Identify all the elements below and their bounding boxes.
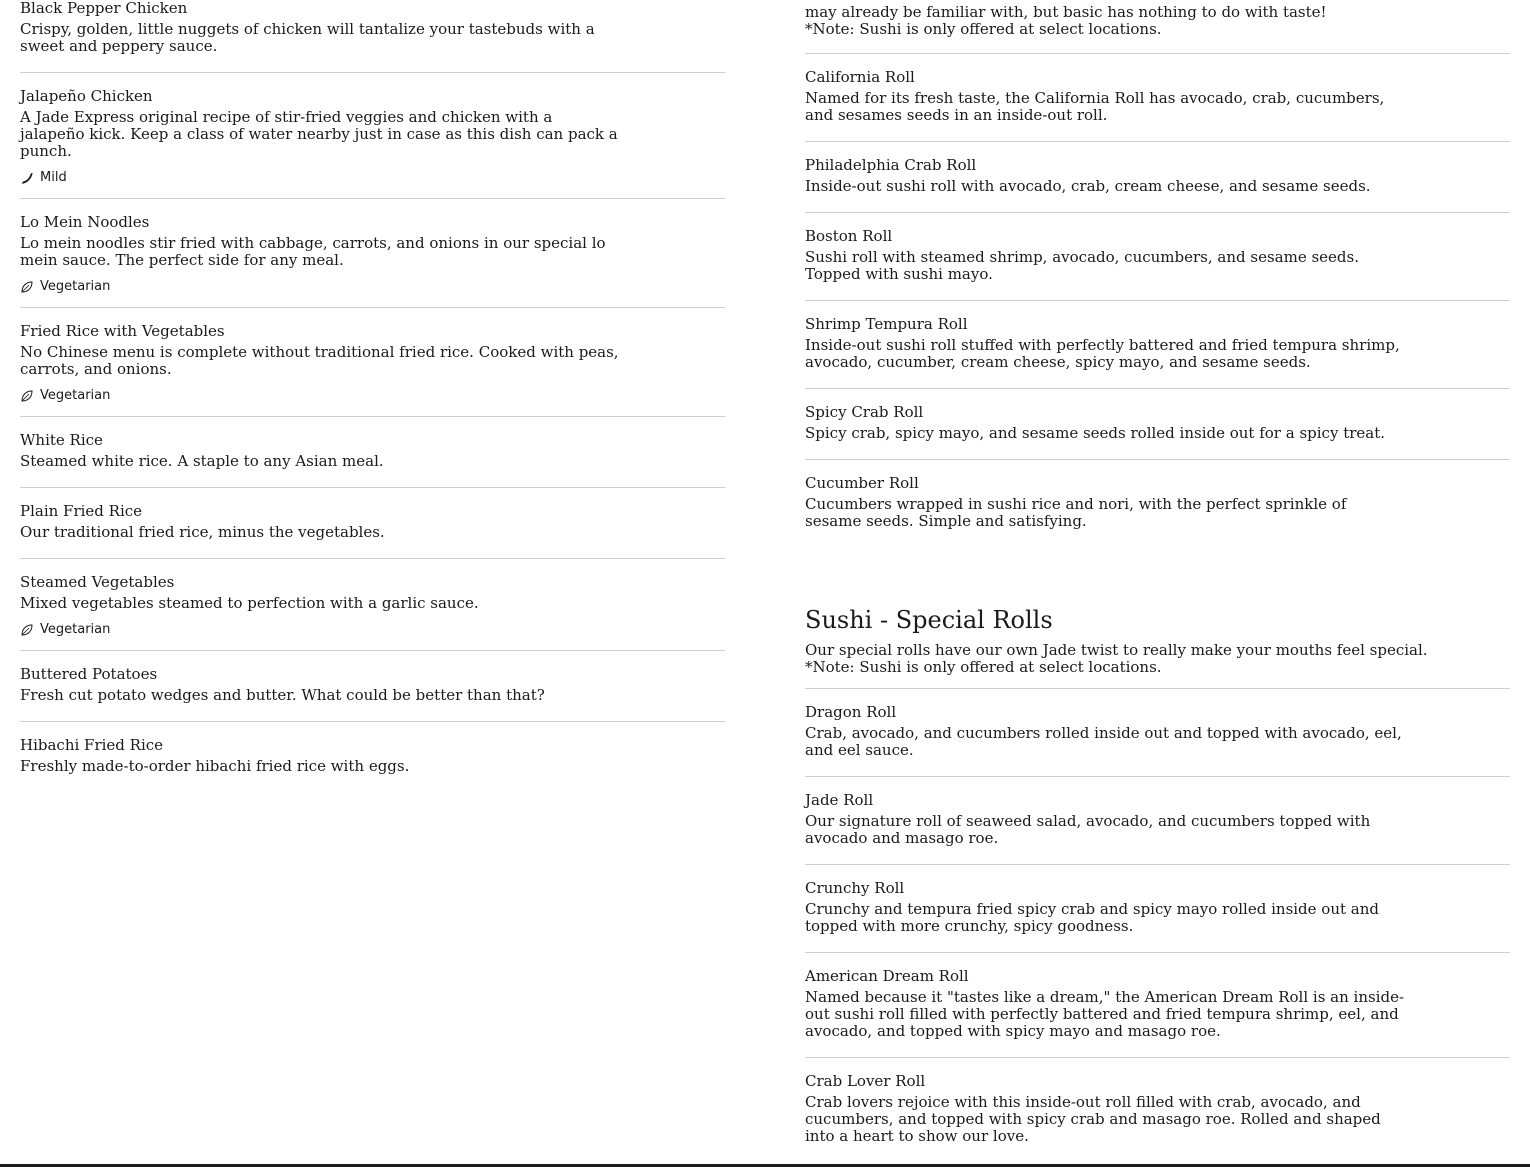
item-description: Crab lovers rejoice with this inside-out roll filled with crab, avocado, and cucumbers, and topped with spicy crab and masago roe. Rolled and shaped into a heart to show our love.: [805, 1093, 1381, 1145]
menu-item: [20, 737, 725, 787]
item-name: Steamed Vegetables: [20, 573, 175, 591]
item-description: Our traditional fried rice, minus the vegetables.: [20, 523, 385, 541]
item-description: Mixed vegetables steamed to perfection with a garlic sauce.: [20, 594, 479, 612]
item-name: Shrimp Tempura Roll: [805, 315, 968, 333]
menu-item: [805, 69, 1510, 142]
item-description: Named because it "tastes like a dream," the American Dream Roll is an inside-out sushi roll filled with perfectly battered and fried tempura shrimp, eel, and avocado, and topped with spicy mayo and masago roe.: [805, 988, 1405, 1040]
item-name: Cucumber Roll: [805, 474, 919, 492]
item-description: Fresh cut potato wedges and butter. What could be better than that?: [20, 686, 545, 704]
intro-line: may already be familiar with, but basic has nothing to do with taste!: [805, 3, 1327, 21]
spice-tag: [20, 170, 725, 185]
item-name: Lo Mein Noodles: [20, 213, 150, 231]
item-description: Lo mein noodles stir fried with cabbage, carrots, and onions in our special lo mein sauce. The perfect side for any meal.: [20, 234, 606, 269]
tag-label: Vegetarian: [40, 622, 111, 637]
menu-item: [805, 1073, 1510, 1153]
tag-label: Mild: [40, 170, 67, 185]
vegetarian-tag: [20, 388, 725, 403]
item-name: Boston Roll: [805, 227, 893, 245]
section-intro: Our special rolls have our own Jade twist to really make your mouths feel special.: [805, 641, 1428, 659]
item-name: White Rice: [20, 431, 103, 449]
item-description: Inside-out sushi roll with avocado, crab, cream cheese, and sesame seeds.: [805, 177, 1371, 195]
item-description: Crispy, golden, little nuggets of chicken will tantalize your tastebuds with a sweet and peppery sauce.: [20, 20, 595, 55]
item-name: Crunchy Roll: [805, 879, 905, 897]
section-note: *Note: Sushi is only offered at select locations.: [805, 658, 1162, 676]
item-name: Buttered Potatoes: [20, 665, 158, 683]
item-name: Jade Roll: [805, 791, 874, 809]
item-description: Freshly made-to-order hibachi fried rice with eggs.: [20, 757, 410, 775]
item-name: American Dream Roll: [805, 967, 969, 985]
item-description: No Chinese menu is complete without traditional fried rice. Cooked with peas, carrots, and onions.: [20, 343, 619, 378]
menu-item: [20, 503, 725, 559]
menu-item: [20, 214, 725, 308]
item-description: Crunchy and tempura fried spicy crab and spicy mayo rolled inside out and topped with more crunchy, spicy goodness.: [805, 900, 1379, 935]
item-name: Plain Fried Rice: [20, 502, 143, 520]
menu-item: [805, 157, 1510, 213]
item-description: Spicy crab, spicy mayo, and sesame seeds rolled inside out for a spicy treat.: [805, 424, 1386, 442]
menu-item: [805, 880, 1510, 953]
menu-item: [20, 432, 725, 488]
menu-item: [805, 404, 1510, 460]
section-header: [805, 606, 1510, 689]
item-description: Inside-out sushi roll stuffed with perfectly battered and fried tempura shrimp, avocado, cucumber, cream cheese, spicy mayo, and sesame seeds.: [805, 336, 1400, 371]
menu-item: [20, 574, 725, 651]
item-name: Black Pepper Chicken: [20, 0, 188, 17]
leaf-icon: [20, 623, 34, 637]
section-intro-partial: [805, 4, 1510, 54]
item-description: Named for its fresh taste, the California Roll has avocado, crab, cucumbers, and sesames seeds in an inside-out roll.: [805, 89, 1385, 124]
item-name: Philadelphia Crab Roll: [805, 156, 977, 174]
tag-label: Vegetarian: [40, 279, 111, 294]
tag-label: Vegetarian: [40, 388, 111, 403]
menu-item: [805, 968, 1510, 1058]
item-description: Cucumbers wrapped in sushi rice and nori, with the perfect sprinkle of sesame seeds. Simple and satisfying.: [805, 495, 1347, 530]
item-name: Jalapeño Chicken: [20, 87, 153, 105]
menu-item: [805, 475, 1510, 535]
menu-item: [20, 323, 725, 417]
menu-item: [20, 0, 725, 73]
item-name: Crab Lover Roll: [805, 1072, 926, 1090]
intro-note: *Note: Sushi is only offered at select locations.: [805, 20, 1162, 38]
item-name: California Roll: [805, 68, 915, 86]
vegetarian-tag: [20, 622, 725, 637]
item-name: Hibachi Fried Rice: [20, 736, 164, 754]
menu-item: [805, 704, 1510, 777]
pepper-icon: [20, 171, 34, 185]
item-description: Our signature roll of seaweed salad, avocado, and cucumbers topped with avocado and masago roe.: [805, 812, 1371, 847]
item-name: Spicy Crab Roll: [805, 403, 924, 421]
vegetarian-tag: [20, 279, 725, 294]
menu-item: [805, 316, 1510, 389]
item-description: Sushi roll with steamed shrimp, avocado, cucumbers, and sesame seeds. Topped with sushi mayo.: [805, 248, 1359, 283]
leaf-icon: [20, 389, 34, 403]
menu-item: [20, 88, 725, 199]
menu-item: [20, 666, 725, 722]
menu-item: [805, 792, 1510, 865]
item-name: Dragon Roll: [805, 703, 897, 721]
leaf-icon: [20, 280, 34, 294]
item-name: Fried Rice with Vegetables: [20, 322, 225, 340]
item-description: Crab, avocado, and cucumbers rolled inside out and topped with avocado, eel, and eel sauce.: [805, 724, 1402, 759]
item-description: Steamed white rice. A staple to any Asian meal.: [20, 452, 384, 470]
section-title: Sushi - Special Rolls: [805, 606, 1053, 634]
menu-item: [805, 228, 1510, 301]
item-description: A Jade Express original recipe of stir-fried veggies and chicken with a jalapeño kick. Keep a class of water nearby just in case as this dish can pack a punch.: [20, 108, 618, 160]
